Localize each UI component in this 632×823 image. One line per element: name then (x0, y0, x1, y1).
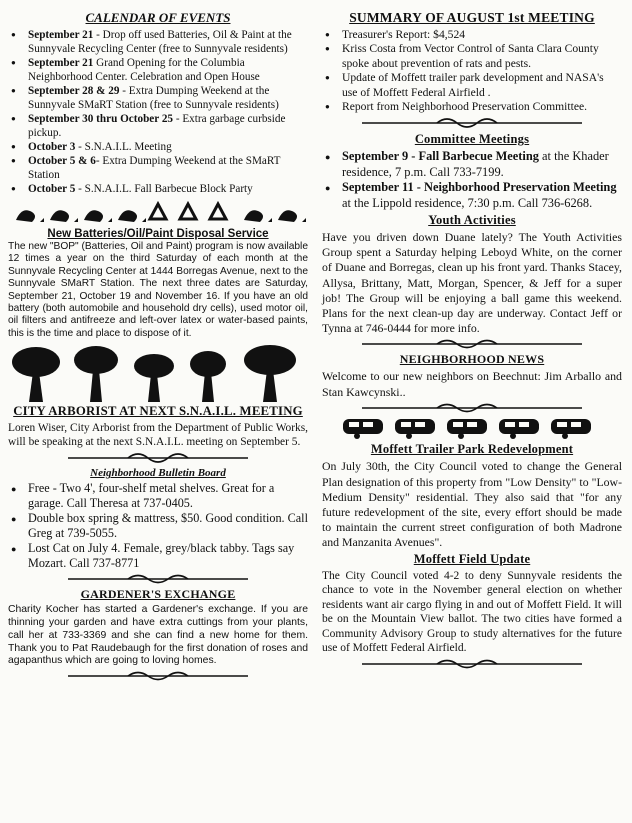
bulletin-list (8, 481, 308, 571)
flourish-divider (352, 402, 592, 414)
trailer-icon (551, 419, 591, 439)
summary-list (322, 28, 622, 114)
trailer-icon (343, 419, 383, 439)
tree-icon (12, 347, 60, 402)
flourish-divider (352, 338, 592, 350)
bulletin-item: ● Double box spring & mattress, $50. Good condition. Call Greg at 739-5055. (28, 511, 308, 541)
summary-title: SUMMARY OF AUGUST 1st MEETING (349, 10, 595, 25)
trailer-icon (395, 419, 435, 439)
trailer-body: On July 30th, the City Council voted to change the General Plan designation of this property from "Low Density" to "Low-Medium Density" residential. They also said that "for any future redevelopment of the site, every effort should be made to maintain the current street configuration of both Madrone and Manzanita Avenues". (322, 459, 622, 550)
moffett-title: Moffett Field Update (413, 551, 531, 566)
right-column (322, 10, 622, 672)
snail-icon (274, 210, 306, 222)
left-column (8, 10, 308, 684)
calendar-item: ● September 21 - Drop off used Batteries, Oil & Paint at the Sunnyvale Recycling Center (free to Sunnyvale residents) (28, 28, 308, 56)
snail-icon (114, 210, 146, 222)
bulletin-title: Neighborhood Bulletin Board (90, 467, 226, 480)
flourish-divider (58, 670, 258, 682)
committee-item: ● September 11 - Neighborhood Preservation Meeting at the Lippold residence, 7:30 p.m. Call 736-6268. (342, 180, 622, 211)
trailer-icon (447, 419, 487, 439)
calendar-item: ● October 5 - S.N.A.I.L. Fall Barbecue Block Party (28, 182, 308, 196)
summary-item: ● Update of Moffett trailer park development and NASA's use of Moffett Federal Airfield . (342, 71, 622, 100)
gardener-body: Charity Kocher has started a Gardener's exchange. If you are thinning your garden and have extra cuttings from your plants, call her at 733-3369 and she can find a new home for them. Thank you to Pat Raudebaugh for the first donation of roses and agapanthus which are going to loving homes. (8, 604, 308, 667)
batteries-body: The new "BOP" (Batteries, Oil and Paint) program is now available 12 times a year on the third Saturday of each month at the Sunnyvale Recycling Center at 1444 Borregas Avenue, next to the Sunnyvale SMaRT Station. The next three dates are Saturday, September 21, October 19 and November 16. If you have an old battery (both automobile and household dry cells), used motor oil, oil filters and antifreeze and left-over latex or water-based paints, this is the time and place to dispose of it. (8, 241, 308, 339)
arborist-title: CITY ARBORIST AT NEXT S.N.A.I.L. MEETING (13, 404, 303, 419)
flourish-divider (352, 116, 592, 130)
tree-icon (134, 354, 174, 402)
snail-recycle-clipart (8, 198, 308, 228)
news-title: NEIGHBORHOOD NEWS (399, 352, 545, 367)
trailer-title: Moffett Trailer Park Redevelopment (370, 442, 574, 457)
moffett-body: The City Council voted 4-2 to deny Sunnyvale residents the chance to vote in the November general election on whether residents want air cargo flying in and out of Moffett Field. It will be on the Mountain View ballot. The two cities have formed a Community Advisory Group to study alternatives for the future use of Moffett Federal Airfield. (322, 569, 622, 655)
calendar-item: ● September 28 & 29 - Extra Dumping Weekend at the Sunnyvale SMaRT Station (free to Sunnyvale residents) (28, 84, 308, 112)
snail-icon (46, 210, 78, 222)
recycle-icon (180, 204, 196, 219)
flourish-divider (352, 658, 592, 670)
calendar-list (8, 28, 308, 196)
committee-item: ● September 9 - Fall Barbecue Meeting at the Khader residence, 7 p.m. Call 733-7199. (342, 149, 622, 180)
gardener-title: GARDENER'S EXCHANGE (80, 587, 236, 602)
trailer-icon (499, 419, 539, 439)
batteries-title: New Batteries/Oil/Paint Disposal Service (47, 228, 269, 240)
recycle-icon (150, 204, 166, 219)
flourish-divider (58, 451, 258, 465)
flourish-divider (58, 573, 258, 585)
summary-item: ● Treasurer's Report: $4,524 (342, 28, 622, 42)
snail-icon (12, 210, 44, 222)
news-body: Welcome to our new neighbors on Beechnut: Jim Arballo and Stan Kawcynski.. (322, 369, 622, 399)
arborist-body: Loren Wiser, City Arborist from the Department of Public Works, will be speaking at the next S.N.A.I.L. meeting on September 5. (8, 422, 308, 449)
tree-icon (190, 351, 226, 402)
trailers-clipart (337, 416, 607, 440)
summary-item: ● Report from Neighborhood Preservation Committee. (342, 100, 622, 114)
recycle-icon (210, 204, 226, 219)
tree-icon (74, 346, 118, 402)
tree-icon (244, 345, 296, 402)
bulletin-item: ● Free - Two 4', four-shelf metal shelves. Great for a garage. Call Theresa at 737-0405. (28, 481, 308, 511)
snail-icon (80, 210, 112, 222)
calendar-item: ● October 5 & 6- Extra Dumping Weekend at the SMaRT Station (28, 154, 308, 182)
calendar-item: ● September 30 thru October 25 - Extra garbage curbside pickup. (28, 112, 308, 140)
calendar-item: ● September 21 Grand Opening for the Columbia Neighborhood Center. Celebration and Open House (28, 56, 308, 84)
trees-clipart (8, 342, 308, 404)
summary-item: ● Kriss Costa from Vector Control of Santa Clara County spoke about prevention of rats and pests. (342, 42, 622, 71)
snail-icon (240, 210, 272, 222)
committee-list (322, 149, 622, 211)
bulletin-item: ● Lost Cat on July 4. Female, grey/black tabby. Tags say Mozart. Call 737-8771 (28, 541, 308, 571)
youth-title: Youth Activities (428, 213, 516, 228)
committee-title: Committee Meetings (414, 132, 530, 147)
youth-body: Have you driven down Duane lately? The Youth Activities Group spent a Saturday helping Leboyd White, on the corner of Duane and Borregas, clean up his front yard. Thanks Stacey, Allysa, Brittany, Matt, Morgan, Spencer, & Jeff for a super job! The Group will be enjoying a ball game this weekend. Plans for the next clean-up day are underway. Contact Jeff or Tynna at 746-0444 for more info. (322, 230, 622, 336)
calendar-item: ● October 3 - S.N.A.I.L. Meeting (28, 140, 308, 154)
calendar-title: CALENDAR OF EVENTS (85, 10, 231, 25)
